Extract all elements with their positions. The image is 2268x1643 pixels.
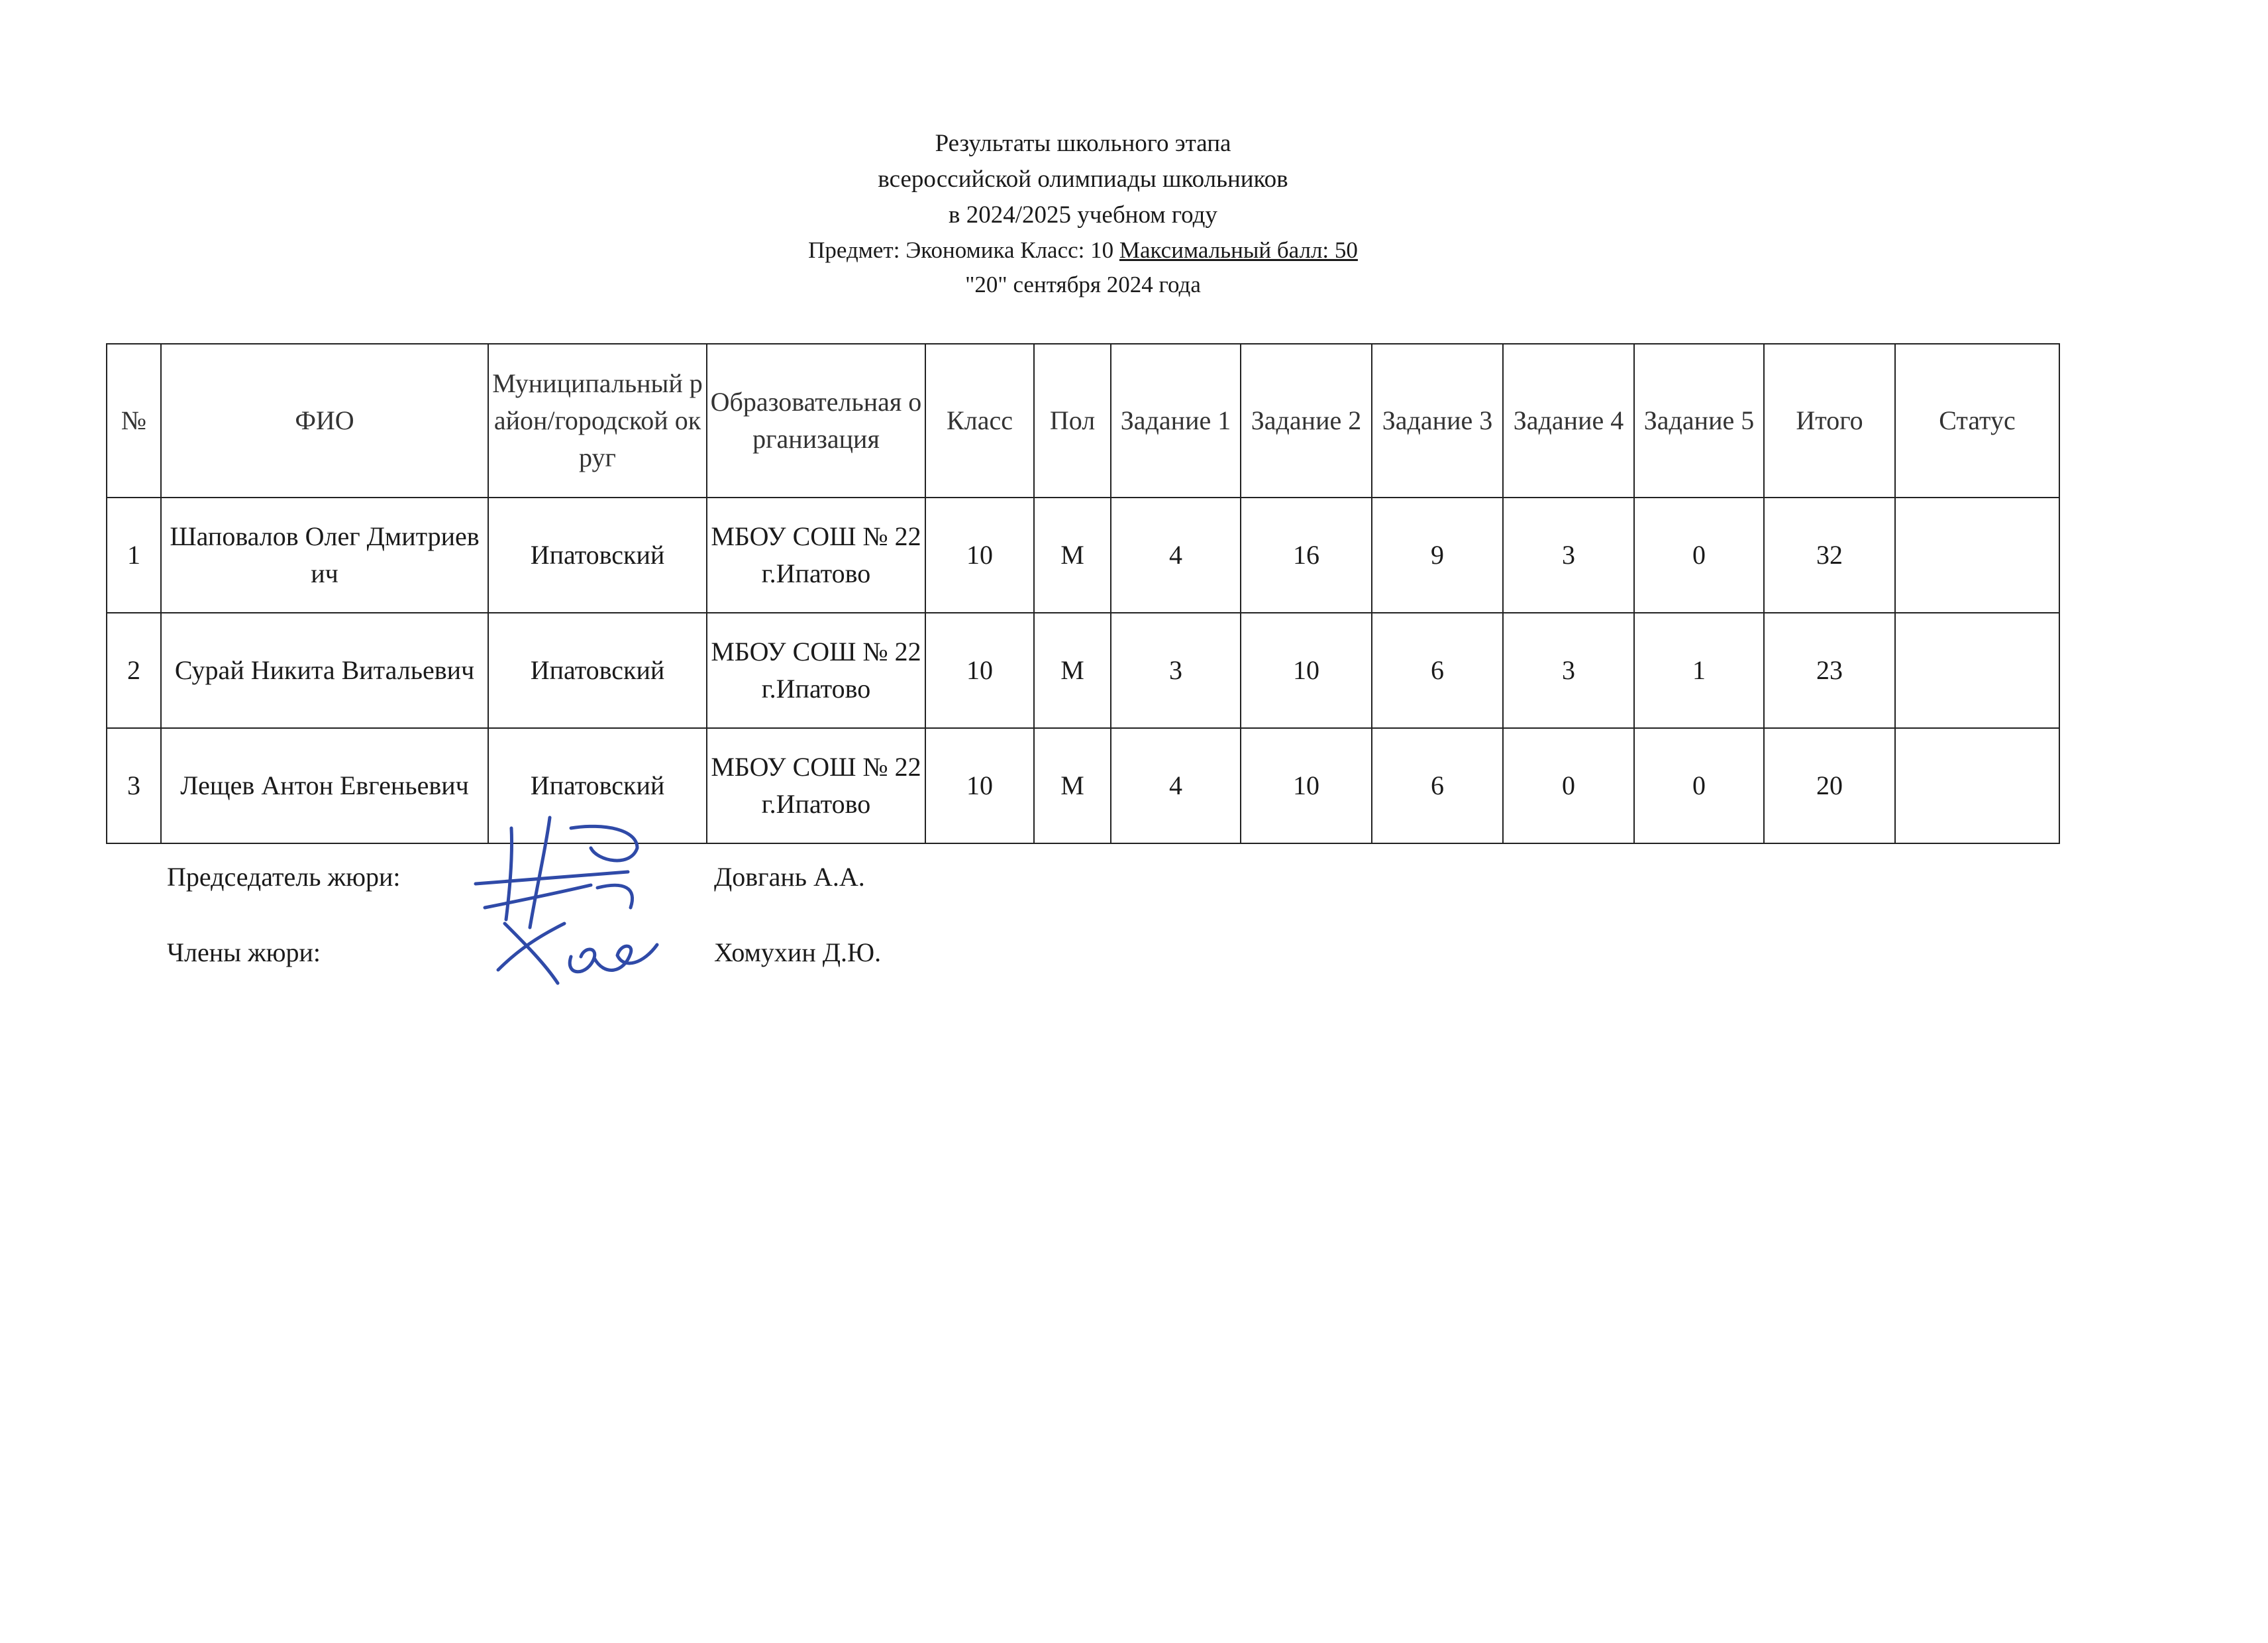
cell-sex: М xyxy=(1034,728,1111,843)
col-header-task-4: Задание 4 xyxy=(1503,344,1634,498)
subject-prefix: Предмет: Экономика Класс: 10 xyxy=(808,237,1114,263)
cell-name: Лещев Антон Евгеньевич xyxy=(161,728,488,843)
max-score: Максимальный балл: 50 xyxy=(1119,237,1358,263)
table-row xyxy=(107,728,2059,843)
cell-task-3: 6 xyxy=(1372,613,1503,728)
cell-number: 3 xyxy=(107,728,161,843)
cell-name: Шаповалов Олег Дмитриевич xyxy=(161,498,488,613)
col-header-name: ФИО xyxy=(161,344,488,498)
cell-task-4: 3 xyxy=(1503,498,1634,613)
cell-task-1: 3 xyxy=(1111,613,1241,728)
cell-task-5: 0 xyxy=(1634,728,1764,843)
title-line-1: Результаты школьного этапа xyxy=(935,130,1231,157)
title-line-2: всероссийской олимпиады школьников xyxy=(878,166,1288,193)
cell-task-4: 0 xyxy=(1503,728,1634,843)
cell-grade: 10 xyxy=(925,613,1034,728)
cell-task-3: 9 xyxy=(1372,498,1503,613)
cell-district: Ипатовский xyxy=(488,728,707,843)
cell-sex: М xyxy=(1034,498,1111,613)
cell-total: 32 xyxy=(1764,498,1895,613)
cell-grade: 10 xyxy=(925,728,1034,843)
col-header-task-5: Задание 5 xyxy=(1634,344,1764,498)
results-table xyxy=(106,343,2060,844)
col-header-task-1: Задание 1 xyxy=(1111,344,1241,498)
cell-task-5: 1 xyxy=(1634,613,1764,728)
cell-status xyxy=(1895,498,2059,613)
col-header-status: Статус xyxy=(1895,344,2059,498)
cell-task-2: 10 xyxy=(1241,728,1372,843)
col-header-total: Итого xyxy=(1764,344,1895,498)
cell-task-1: 4 xyxy=(1111,498,1241,613)
cell-school: МБОУ СОШ № 22 г.Ипатово xyxy=(707,613,925,728)
cell-total: 23 xyxy=(1764,613,1895,728)
cell-sex: М xyxy=(1034,613,1111,728)
chair-name: Довгань А.А. xyxy=(714,862,865,892)
members-signature-row xyxy=(167,937,962,1012)
table-row xyxy=(107,613,2059,728)
title-line-3: в 2024/2025 учебном году xyxy=(949,201,1217,229)
members-name: Хомухин Д.Ю. xyxy=(714,937,882,967)
cell-district: Ипатовский xyxy=(488,613,707,728)
cell-task-2: 10 xyxy=(1241,613,1372,728)
cell-status xyxy=(1895,728,2059,843)
chair-label: Председатель жюри: xyxy=(167,862,401,892)
signatures-block xyxy=(167,861,962,1012)
members-label: Члены жюри: xyxy=(167,937,321,967)
cell-number: 2 xyxy=(107,613,161,728)
cell-school: МБОУ СОШ № 22 г.Ипатово xyxy=(707,498,925,613)
col-header-district: Муниципальный район/городской округ xyxy=(488,344,707,498)
cell-status xyxy=(1895,613,2059,728)
col-header-grade: Класс xyxy=(925,344,1034,498)
cell-total: 20 xyxy=(1764,728,1895,843)
cell-district: Ипатовский xyxy=(488,498,707,613)
cell-grade: 10 xyxy=(925,498,1034,613)
table-row xyxy=(107,498,2059,613)
document-header xyxy=(0,126,2166,302)
cell-school: МБОУ СОШ № 22 г.Ипатово xyxy=(707,728,925,843)
col-header-number: № xyxy=(107,344,161,498)
col-header-task-3: Задание 3 xyxy=(1372,344,1503,498)
col-header-task-2: Задание 2 xyxy=(1241,344,1372,498)
cell-task-2: 16 xyxy=(1241,498,1372,613)
cell-task-1: 4 xyxy=(1111,728,1241,843)
cell-name: Сурай Никита Витальевич xyxy=(161,613,488,728)
cell-task-4: 3 xyxy=(1503,613,1634,728)
col-header-school: Образовательная организация xyxy=(707,344,925,498)
cell-number: 1 xyxy=(107,498,161,613)
cell-task-3: 6 xyxy=(1372,728,1503,843)
table-header-row xyxy=(107,344,2059,498)
date-line: "20" сентября 2024 года xyxy=(965,272,1201,297)
col-header-sex: Пол xyxy=(1034,344,1111,498)
subject-line xyxy=(0,233,2166,268)
cell-task-5: 0 xyxy=(1634,498,1764,613)
member-signature-mark xyxy=(472,884,670,996)
